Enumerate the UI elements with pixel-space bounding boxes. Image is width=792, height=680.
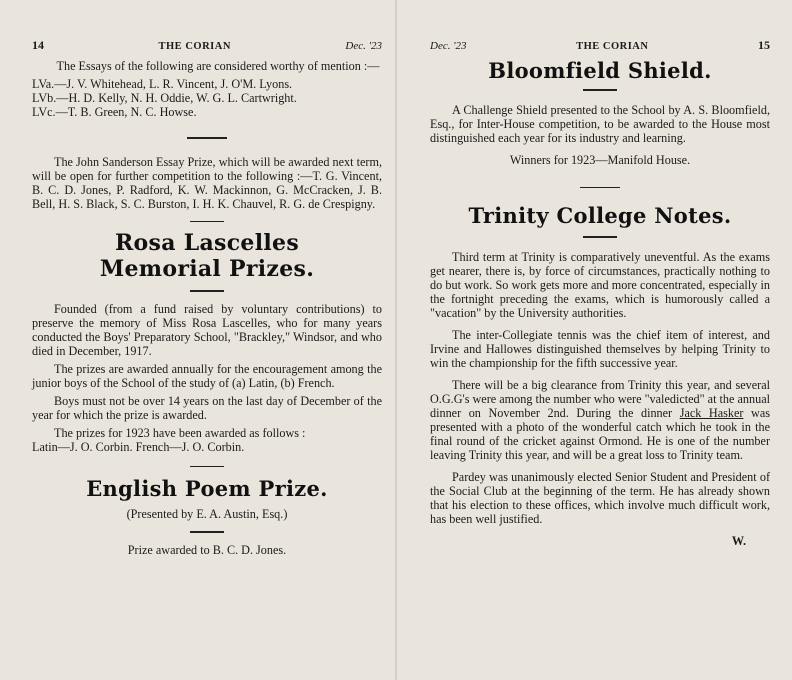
trinity-paragraph <box>430 378 770 462</box>
lascelles-paragraph: The prizes for 1923 have been awarded as follows : <box>54 425 306 440</box>
section-divider <box>190 221 224 223</box>
poem-presented-by: (Presented by E. A. Austin, Esq.) <box>126 507 288 521</box>
right-page <box>396 0 792 680</box>
author-signature: W. <box>731 533 746 548</box>
section-divider <box>190 466 224 468</box>
right-running-head <box>430 38 770 53</box>
trinity-paragraph: Pardey was unanimously elected Senior Student and President of the Social Club at the beginning of the term. He has already shown that his election to these offices, which involve much difficult work, has been well justified. <box>430 469 770 526</box>
section-divider <box>190 531 224 533</box>
poem-prize-heading: English Poem Prize. <box>86 476 328 501</box>
essays-list-item: LVc.—T. B. Green, N. C. Howse. <box>32 105 197 119</box>
bloomfield-winners: Winners for 1923—Manifold House. <box>509 152 691 167</box>
trinity-heading: Trinity College Notes. <box>468 203 732 228</box>
underlined-name: Jack Hasker <box>679 405 744 420</box>
page-number: 15 <box>757 38 770 52</box>
page-number: 14 <box>32 38 44 52</box>
section-divider <box>583 236 617 238</box>
poem-awarded: Prize awarded to B. C. D. Jones. <box>127 542 287 557</box>
sanderson-paragraph: The John Sanderson Essay Prize, which will be awarded next term, will be open for further competition to the following :—T. G. Vincent, B. C. D. Jones, P. Radford, K. W. Mackinnon, G. McCracken, J. B. Bell, H. S. Black, S. C. Burston, I. H. K. Chauvel, R. G. de Crespigny. <box>32 154 382 211</box>
section-divider <box>580 187 620 189</box>
trinity-paragraph-part: There will be a big clearance from Trinity this year, and several O.G.G's were among the number who were "valedicted" at the annual dinner on November 2nd. During the dinner <box>430 377 770 420</box>
left-running-head <box>32 38 382 53</box>
lascelles-heading-line1: Rosa Lascelles <box>114 230 300 256</box>
lascelles-paragraph: Founded (from a fund raised by voluntary contributions) to preserve the memory of Miss Rosa Lascelles, who for many years conducted the Boys' Preparatory School, "Brackley," Windsor, and who died in December, 1917. <box>32 301 382 358</box>
section-divider <box>583 89 617 91</box>
issue-date: Dec. '23 <box>345 40 382 52</box>
magazine-title: THE CORIAN <box>158 41 231 52</box>
section-divider <box>190 290 224 292</box>
lascelles-paragraph: Boys must not be over 14 years on the last day of December of the year for which the prize is awarded. <box>32 393 382 422</box>
essays-list-item: LVa.—J. V. Whitehead, L. R. Vincent, J. O'M. Lyons. <box>32 77 293 91</box>
section-divider <box>187 137 227 139</box>
magazine-title: THE CORIAN <box>576 41 649 52</box>
essays-list-item: LVb.—H. D. Kelly, N. H. Oddie, W. G. L. Cartwright. <box>32 91 297 105</box>
bloomfield-paragraph: A Challenge Shield presented to the School by A. S. Bloomfield, Esq., for Inter-House competition, to be awarded to the House most distinguished each year for its industry and learning. <box>430 102 770 145</box>
trinity-paragraph: Third term at Trinity is comparatively uneventful. As the exams get nearer, there is, by force of circumstances, practically nothing to do but work. So work gets more and more concentrated, especially in the fortnight preceding the exams, which is humorously called a "vacation" by the University authorities. <box>430 249 770 320</box>
lascelles-heading-line2: Memorial Prizes. <box>99 256 315 282</box>
bloomfield-heading: Bloomfield Shield. <box>488 58 712 83</box>
trinity-paragraph: The inter-Collegiate tennis was the chief item of interest, and Irvine and Hallowes distinguished themselves by helping Trinity to win the championship for the fifth successive year. <box>430 327 770 370</box>
lascelles-winners: Latin—J. O. Corbin. French—J. O. Corbin. <box>32 439 245 454</box>
lascelles-paragraph: The prizes are awarded annually for the encouragement among the junior boys of the School of the study of (a) Latin, (b) French. <box>32 361 382 390</box>
issue-date: Dec. '23 <box>430 40 467 52</box>
essays-intro: The Essays of the following are considered worthy of mention :— <box>56 59 380 73</box>
trinity-paragraph-part: was presented with a photo of the wonderful catch which he took in the final round of the cricket against Ormond. He is one of the number leaving Trinity this year, and will be a great loss to Trinity team. <box>430 405 770 462</box>
